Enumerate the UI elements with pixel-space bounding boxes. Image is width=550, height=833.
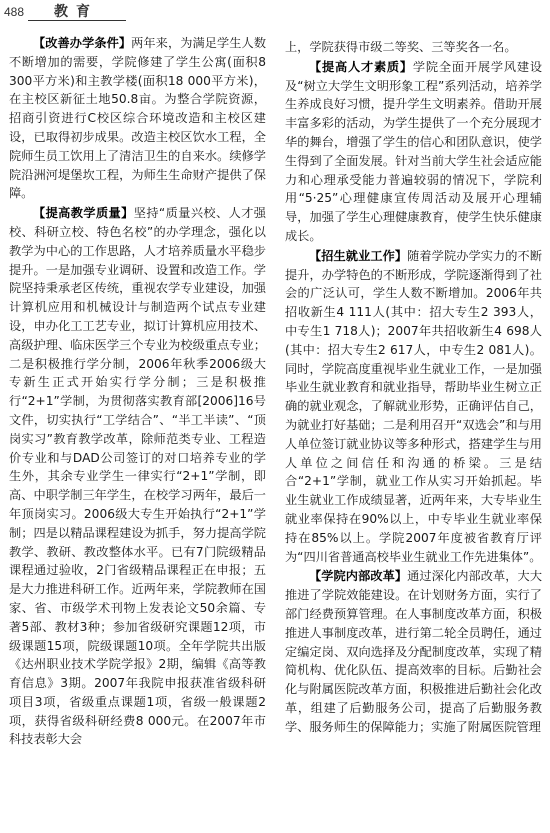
paragraph-teaching-quality: [9, 204, 266, 749]
paragraph-heading: 【学院内部改革】: [309, 569, 408, 584]
section-title: 教育: [54, 4, 98, 20]
running-header: [4, 1, 284, 23]
paragraph-continuation: [285, 38, 542, 57]
paragraph-text: 上，学院获得市级二等奖、三等奖各一名。: [285, 40, 517, 54]
paragraph-improve-conditions: [9, 34, 266, 203]
paragraph-text: 通过深化内部改革，大大推进了学院效能建设。在计划财务方面，实行了部门经费预算管理。在人事制度改革方面，积极推进人事制度改革，进行第二轮全员聘任，通过定编定岗、双向选择及分配制度改革，实现了精简机构、优化队伍、提高效率的目标。后勤社会化与附属医院改革方面，积极推进后勤社会化改革，组建了后勤服务公司，提高了后勤服务教学、服务师生的保障能力；实施了附属医院管理: [285, 569, 542, 734]
paragraph-talent-quality: [285, 58, 542, 246]
paragraph-internal-reform: [285, 567, 542, 736]
page-number: 488: [4, 5, 25, 19]
left-column: [9, 34, 266, 831]
paragraph-text: 坚持“质量兴校、人才强校、科研立校、特色名校”的办学理念，强化以教学为中心的工作思路，人才培养质量水平稳步提升。一是加强专业调研、设置和改造工作。学院坚持秉承老区传统，重视农学专业建设，加强计算机应用和机械设计与制造两个试点专业建设，申办化工工艺专业，拟订计算机应用技术、高级护理、临床医学三个专业为校级重点专业；二是积极推行学分制，2006年秋季2006级大专新生正式开始实行学分制；三是积极推行“2+1”学制，为贯彻落实教育部[2006]16号文件，切实执行“工学结合”、“半工半读”、“顶岗实习”教育教学改革，除师范类专业、工程造价专业和与DAD公司签订的对口培养专业的学生外，其余专业学生一律实行“2+1”学制，即高、中职学制三年学生，在校学习两年，最后一年顶岗实习。2006级大专生开始执行“2+1”学制；四是以精品课程建设为抓手，努力提高学院教学、教研、教改整体水平。已有7门院级精品课程通过验收，2门省级精品课程正在申报；五是大力推进科研工作。近两年来，学院教师在国家、省、市级学术刊物上发表论文50余篇、专著5部、教材3种；参加省级研究课题12项，市级课题15项，院级课题10项。全年学院共出版《达州职业技术学院学报》2期，编辑《高等教育信息》3期。2007年我院申报获准省级科研项目3项，省级重点课题1项，省级一般课题2项，获得省级科研经费8 000元。在2007年市科技表彰大会: [9, 206, 266, 747]
paragraph-text: 两年来，为满足学生人数不断增加的需要，学院修建了学生公寓(面积8 300平方米)和主教学楼(面积18 000平方米)，在主校区新征土地50.8亩。为整合学院资源，招商引资进行C校区综合环境改造和主校区建设，已取得初步成果。改造主校区饮水工程，全院师生员工饮用上了清洁卫生的自来水。续修学院沿洲河堤堡坎工程，为师生生命财产提供了保障。: [9, 36, 266, 201]
paragraph-heading: 【改善办学条件】: [33, 36, 132, 50]
paragraph-enrollment-employment: [285, 247, 542, 567]
paragraph-heading: 【招生就业工作】: [309, 248, 408, 263]
paragraph-text: 随着学院办学实力的不断提升，办学特色的不断形成，学院逐渐得到了社会的广泛认可，学生人数不断增加。2006年共招收新生4 111人(其中：招大专生2 393人，中专生1 718人)；2007年共招收新生4 698人(其中：招大专生2 617人，中专生2 081人)。同时，学院高度重视毕业生就业工作，一是加强毕业生就业教育和就业指导，帮助毕业生树立正确的就业观念，了解就业形势，正确评估自己，为就业打好基础；二是利用召开“双选会”和与用人单位签订就业协议等多种形式，搭建学生与用人单位之间信任和沟通的桥梁。三是结合“2+1”学制，就业工作从实习开始抓起。毕业生就业工作成绩显著，近两年来，大专毕业生就业率保持在90%以上，中专毕业生就业率保持在85%以上。学院2007年度被省教育厅评为“四川省普通高校毕业生就业工作先进集体”。: [285, 248, 542, 564]
paragraph-heading: 【提高人才素质】: [309, 59, 413, 74]
paragraph-heading: 【提高教学质量】: [33, 206, 134, 221]
header-rule: [28, 20, 126, 21]
paragraph-text: 学院全面开展学风建设及“树立大学生文明形象工程”系列活动，培养学生养成良好习惯，提升学生文明素养。借助开展丰富多彩的活动，为学生提供了一个充分展现才华的舞台，增强了学生的信心和团队意识，使学生得到了全面发展。针对当前大学生社会适应能力和心理承受能力普遍较弱的情况下，学院利用“5·25”心理健康宣传周活动及展开心理辅导，加强了学生心理健康教育，使学生快乐健康成长。: [285, 59, 542, 243]
right-column: [285, 38, 542, 831]
